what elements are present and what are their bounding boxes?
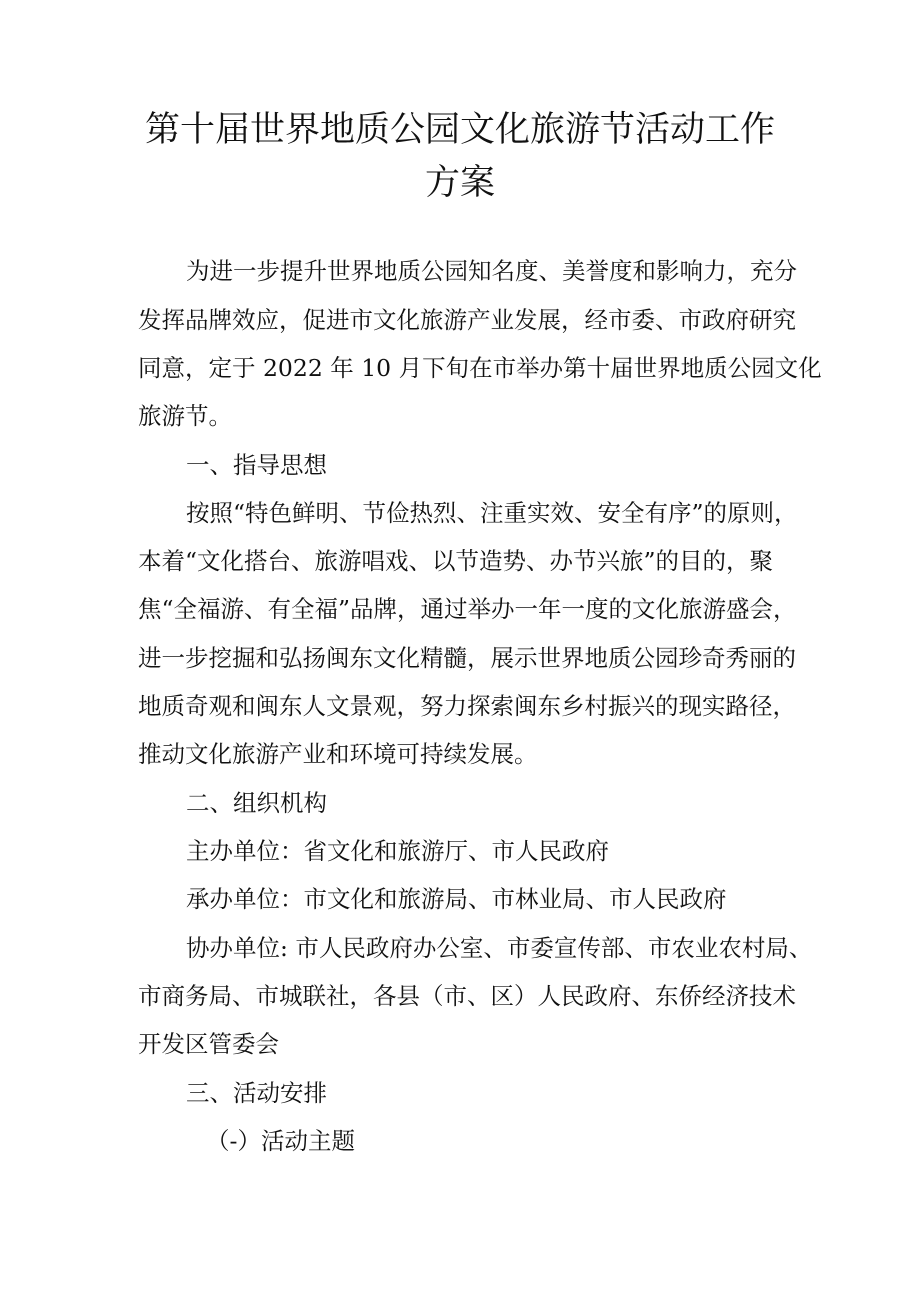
section-1-line-3: 焦“全福游、有全福”品牌，通过举办一年一度的文化旅游盛会， bbox=[138, 595, 797, 623]
document-title-line-1: 第十届世界地质公园文化旅游节活动工作 bbox=[144, 110, 775, 150]
host-organization-line: 主办单位：省文化和旅游厅、市人民政府 bbox=[186, 837, 609, 865]
section-1-heading: 一、指导思想 bbox=[186, 451, 327, 479]
co-organizer-line-3: 开发区管委会 bbox=[138, 1030, 279, 1058]
section-1-line-1: 按照“特色鲜明、节俭热烈、注重实效、安全有序”的原则， bbox=[186, 499, 798, 527]
intro-line-3: 同意，定于 2022 年 10 月下旬在市举办第十届世界地质公园文化 bbox=[138, 354, 822, 382]
intro-line-1: 为进一步提升世界地质公园知名度、美誉度和影响力，充分 bbox=[186, 257, 797, 285]
section-1-line-5: 地质奇观和闽东人文景观，努力探索闽东乡村振兴的现实路径， bbox=[138, 692, 796, 720]
section-1-line-2: 本着“文化搭台、旅游唱戏、以节造势、办节兴旅”的目的，聚 bbox=[138, 547, 774, 575]
section-1-line-6: 推动文化旅游产业和环境可持续发展。 bbox=[138, 740, 538, 768]
section-2-heading: 二、组织机构 bbox=[186, 789, 327, 817]
co-organizer-line-2: 市商务局、市城联社，各县（市、区）人民政府、东侨经济技术 bbox=[138, 982, 796, 1010]
document-title-line-2: 方案 bbox=[424, 163, 495, 203]
organizer-line: 承办单位：市文化和旅游局、市林业局、市人民政府 bbox=[186, 885, 727, 913]
subsection-1-heading: （-）活动主题 bbox=[206, 1127, 355, 1155]
intro-line-4: 旅游节。 bbox=[138, 402, 232, 430]
section-1-line-4: 进一步挖掘和弘扬闽东文化精髓，展示世界地质公园珍奇秀丽的 bbox=[138, 644, 796, 672]
section-3-heading: 三、活动安排 bbox=[186, 1079, 327, 1107]
co-organizer-line-1: 协办单位: 市人民政府办公室、市委宣传部、市农业农村局、 bbox=[186, 934, 813, 962]
intro-line-2: 发挥品牌效应，促进市文化旅游产业发展，经市委、市政府研究 bbox=[138, 306, 796, 334]
